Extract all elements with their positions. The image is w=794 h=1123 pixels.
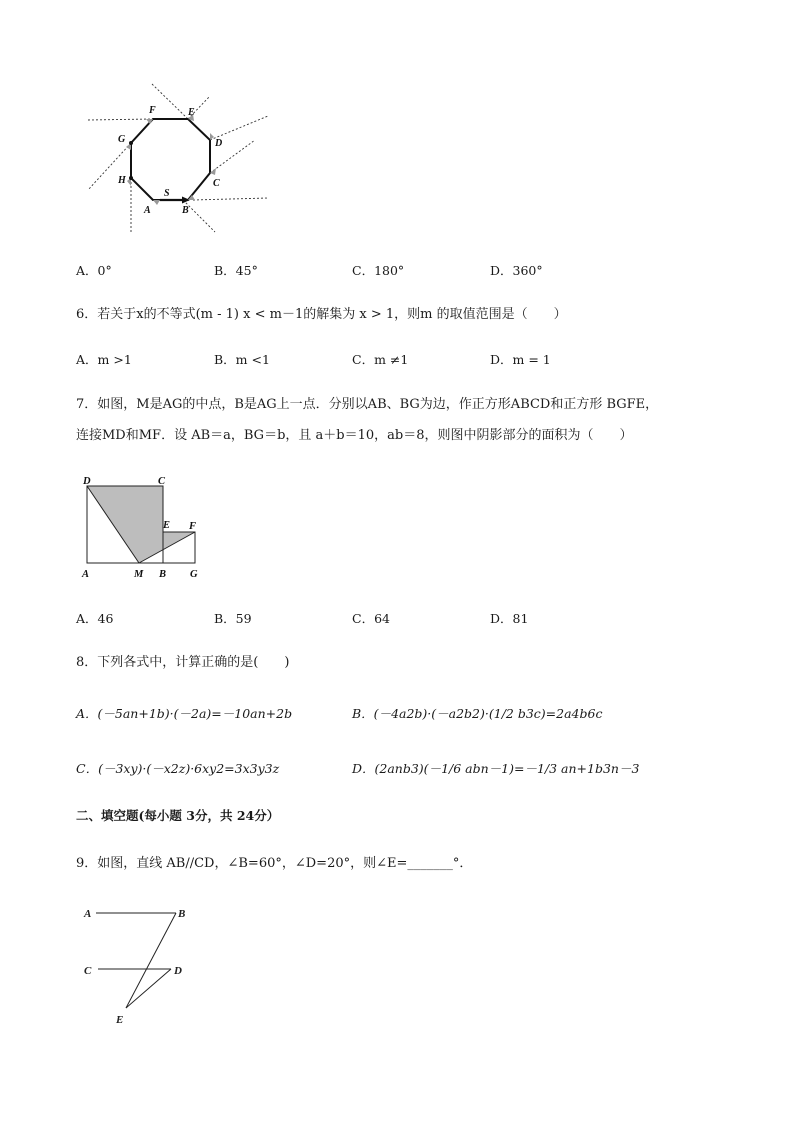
q7-squares-figure xyxy=(78,472,208,582)
q7-option-d[interactable]: D．81 xyxy=(490,611,529,626)
angle-marks xyxy=(126,114,216,205)
label-A: A xyxy=(84,908,92,920)
q8-option-a[interactable]: A．(－5an+1b)·(－2a)=－10an+2b xyxy=(76,706,293,721)
extension-lines xyxy=(88,84,268,232)
label-C: C xyxy=(158,476,166,487)
q8-option-c[interactable]: C．(－3xy)·(－x2z)·6xy2=3x3y3z xyxy=(76,761,280,776)
q8-option-d[interactable]: D．(2anb3)(－1/6 abn－1)=－1/3 an+1b3n－3 xyxy=(352,761,640,776)
q7-option-c[interactable]: C．64 xyxy=(352,611,390,626)
label-G: G xyxy=(190,569,198,580)
label-E: E xyxy=(116,1014,124,1026)
q6-stem: 6．若关于x的不等式(m - 1) x < m－1的解集为 x > 1，则m 的取值范围是（ ） xyxy=(76,307,567,322)
label-B: B xyxy=(178,908,186,920)
label-M: M xyxy=(134,569,144,580)
q8-stem: 8．下列各式中，计算正确的是( ) xyxy=(76,655,290,670)
q6-option-c[interactable]: C．m ≠1 xyxy=(352,352,409,367)
label-A: A xyxy=(82,569,90,580)
q6-option-b[interactable]: B．m <1 xyxy=(214,352,270,367)
q5-octagon-figure xyxy=(84,78,274,238)
label-E: E xyxy=(188,107,195,118)
label-S: S xyxy=(164,188,170,199)
q8-option-b[interactable]: B．(－4a2b)·(－a2b2)·(1/2 b3c)=2a4b6c xyxy=(352,706,603,721)
label-C: C xyxy=(84,965,92,977)
label-G: G xyxy=(118,134,126,145)
section-title: 二、填空题(每小题 3分，共 24分） xyxy=(76,808,280,823)
q7-option-a[interactable]: A．46 xyxy=(76,611,114,626)
label-A: A xyxy=(144,205,151,216)
label-E: E xyxy=(163,520,171,531)
label-B: B xyxy=(159,569,167,580)
q7-stem-line1: 7．如图，M是AG的中点，B是AG上一点．分别以AB、BG为边，作正方形ABCD和正方形 BGFE， xyxy=(76,397,659,412)
label-D: D xyxy=(174,965,182,977)
label-F: F xyxy=(189,521,197,532)
q7-stem-line2: 连接MD和MF．设 AB＝a，BG＝b，且 a＋b＝10，ab＝8，则图中阴影部分的面积为（ ） xyxy=(76,428,633,443)
q7-option-b[interactable]: B．59 xyxy=(214,611,252,626)
q6-option-d[interactable]: D．m = 1 xyxy=(490,352,551,367)
label-D: D xyxy=(83,476,91,487)
q9-stem: 9．如图，直线 AB//CD，∠B=60°，∠D=20°，则∠E=_______°． xyxy=(76,856,473,871)
q5-option-c[interactable]: C．180° xyxy=(352,263,405,278)
label-H: H xyxy=(118,175,126,186)
label-D: D xyxy=(215,138,223,149)
q9-parallel-lines-figure xyxy=(78,900,198,1030)
label-C: C xyxy=(213,178,220,189)
label-F: F xyxy=(149,105,156,116)
q6-option-a[interactable]: A．m >1 xyxy=(76,352,132,367)
label-B: B xyxy=(182,205,189,216)
q5-option-d[interactable]: D．360° xyxy=(490,263,543,278)
q5-option-a[interactable]: A．0° xyxy=(76,263,112,278)
octagon xyxy=(131,119,210,200)
q5-option-b[interactable]: B．45° xyxy=(214,263,258,278)
